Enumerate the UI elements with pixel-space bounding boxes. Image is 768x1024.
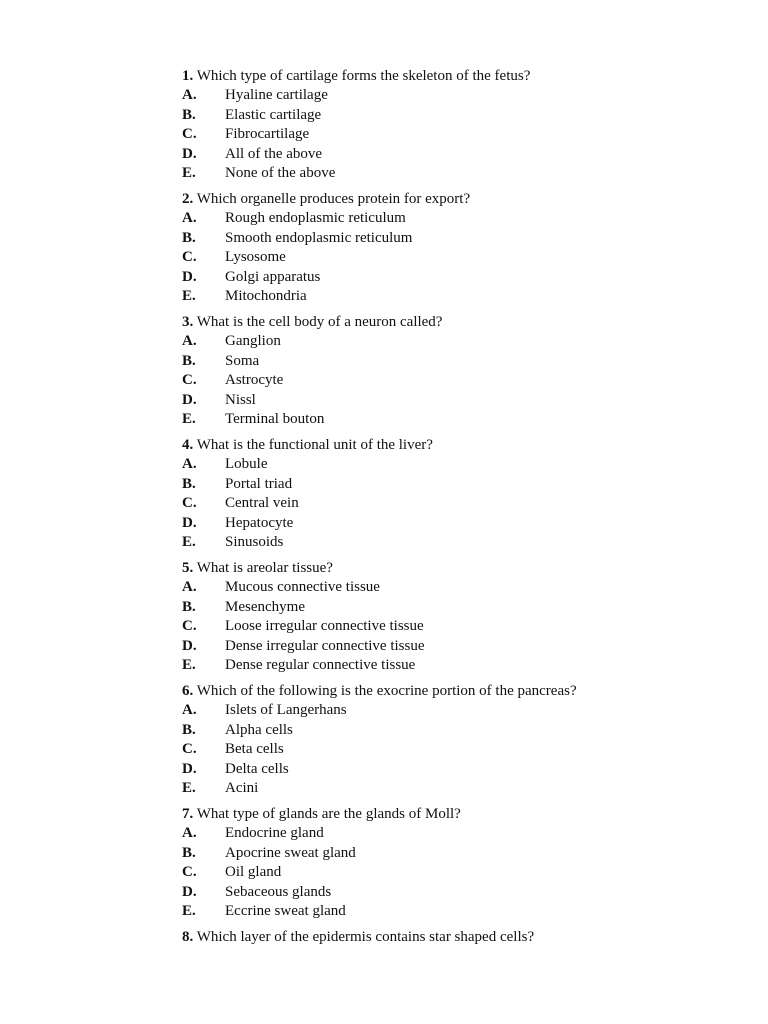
option-letter: B. <box>182 844 196 861</box>
answer-option <box>182 352 742 372</box>
option-letter: D. <box>182 514 197 531</box>
option-text: Central vein <box>225 495 299 511</box>
option-letter: B. <box>182 229 196 246</box>
option-text: Alpha cells <box>225 721 293 738</box>
answer-option <box>182 844 742 864</box>
question-number: 1. <box>182 68 194 84</box>
answer-option <box>182 598 742 618</box>
option-letter: E. <box>182 657 196 673</box>
option-letter: A. <box>182 456 197 472</box>
question-text: Which organelle produces protein for export? <box>196 191 471 207</box>
answer-option <box>182 106 742 126</box>
question-number: 4. <box>182 437 194 453</box>
question-line <box>182 189 742 209</box>
option-letter: C. <box>182 126 197 142</box>
option-text: Rough endoplasmic reticulum <box>225 210 406 226</box>
option-letter: C. <box>182 741 197 757</box>
option-text: Apocrine sweat gland <box>225 844 356 861</box>
question-7 <box>182 804 742 922</box>
option-text: Portal triad <box>225 475 293 492</box>
option-text: Astrocyte <box>225 372 284 388</box>
option-text: Nissl <box>225 391 256 408</box>
question-2 <box>182 189 742 307</box>
answer-option <box>182 391 742 411</box>
quiz-page <box>182 66 742 953</box>
question-number: 3. <box>182 314 194 330</box>
answer-option <box>182 740 742 760</box>
answer-option <box>182 533 742 553</box>
answer-option <box>182 410 742 430</box>
question-line <box>182 927 742 947</box>
option-text: Endocrine gland <box>225 825 324 841</box>
option-text: Fibrocartilage <box>225 126 310 142</box>
question-text: What is the cell body of a neuron called? <box>196 314 443 330</box>
option-text: Lobule <box>225 456 268 472</box>
answer-option <box>182 656 742 676</box>
option-text: Delta cells <box>225 760 289 777</box>
option-text: Sinusoids <box>225 534 284 550</box>
answer-option <box>182 86 742 106</box>
question-4 <box>182 435 742 553</box>
option-letter: A. <box>182 87 197 103</box>
question-text: Which layer of the epidermis contains star shaped cells? <box>196 929 535 945</box>
question-text: What type of glands are the glands of Moll? <box>196 806 461 822</box>
question-6 <box>182 681 742 799</box>
answer-option <box>182 494 742 514</box>
option-text: Acini <box>225 780 259 796</box>
option-letter: D. <box>182 391 197 408</box>
answer-option <box>182 721 742 741</box>
option-text: Smooth endoplasmic reticulum <box>225 229 413 246</box>
option-letter: E. <box>182 165 196 181</box>
answer-option <box>182 209 742 229</box>
option-letter: A. <box>182 210 197 226</box>
option-letter: A. <box>182 702 197 718</box>
option-text: Dense regular connective tissue <box>225 657 416 673</box>
question-text: What is areolar tissue? <box>196 560 333 576</box>
option-letter: E. <box>182 903 196 919</box>
answer-option <box>182 779 742 799</box>
option-letter: B. <box>182 721 196 738</box>
option-text: Beta cells <box>225 741 284 757</box>
option-letter: D. <box>182 760 197 777</box>
option-text: Golgi apparatus <box>225 268 321 285</box>
option-text: Dense irregular connective tissue <box>225 637 425 654</box>
option-text: Sebaceous glands <box>225 883 332 900</box>
answer-option <box>182 824 742 844</box>
answer-option <box>182 863 742 883</box>
question-number: 5. <box>182 560 194 576</box>
option-letter: D. <box>182 268 197 285</box>
question-line <box>182 804 742 824</box>
option-text: Lysosome <box>225 249 286 265</box>
option-letter: B. <box>182 475 196 492</box>
question-line <box>182 312 742 332</box>
option-letter: B. <box>182 106 196 123</box>
question-3 <box>182 312 742 430</box>
option-text: Mucous connective tissue <box>225 579 380 595</box>
question-8 <box>182 927 742 947</box>
option-letter: E. <box>182 534 196 550</box>
option-text: Loose irregular connective tissue <box>225 618 424 634</box>
question-text: Which type of cartilage forms the skeleton of the fetus? <box>196 68 531 84</box>
answer-option <box>182 145 742 165</box>
option-letter: D. <box>182 637 197 654</box>
answer-option <box>182 701 742 721</box>
option-letter: A. <box>182 825 197 841</box>
option-letter: A. <box>182 579 197 595</box>
question-text: What is the functional unit of the liver? <box>196 437 433 453</box>
option-letter: D. <box>182 145 197 162</box>
answer-option <box>182 268 742 288</box>
answer-option <box>182 164 742 184</box>
answer-option <box>182 760 742 780</box>
option-letter: B. <box>182 352 196 369</box>
option-letter: E. <box>182 411 196 427</box>
option-letter: C. <box>182 372 197 388</box>
option-letter: C. <box>182 249 197 265</box>
answer-option <box>182 902 742 922</box>
option-text: Elastic cartilage <box>225 106 322 123</box>
option-letter: C. <box>182 495 197 511</box>
option-text: Soma <box>225 352 260 369</box>
answer-option <box>182 475 742 495</box>
answer-option <box>182 883 742 903</box>
option-text: None of the above <box>225 165 336 181</box>
answer-option <box>182 514 742 534</box>
answer-option <box>182 371 742 391</box>
option-letter: B. <box>182 598 196 615</box>
option-letter: A. <box>182 333 197 349</box>
option-text: Oil gland <box>225 864 282 880</box>
question-number: 7. <box>182 806 194 822</box>
question-number: 8. <box>182 929 194 945</box>
answer-option <box>182 578 742 598</box>
answer-option <box>182 637 742 657</box>
question-number: 6. <box>182 683 194 699</box>
option-text: Islets of Langerhans <box>225 702 347 718</box>
question-line <box>182 681 742 701</box>
option-text: Ganglion <box>225 333 281 349</box>
question-text: Which of the following is the exocrine portion of the pancreas? <box>196 683 577 699</box>
question-1 <box>182 66 742 184</box>
question-line <box>182 66 742 86</box>
option-text: Mesenchyme <box>225 598 305 615</box>
option-text: All of the above <box>225 145 323 162</box>
option-text: Terminal bouton <box>225 411 325 427</box>
option-letter: C. <box>182 618 197 634</box>
option-text: Mitochondria <box>225 288 307 304</box>
question-line <box>182 435 742 455</box>
answer-option <box>182 287 742 307</box>
answer-option <box>182 229 742 249</box>
question-line <box>182 558 742 578</box>
answer-option <box>182 332 742 352</box>
option-letter: E. <box>182 288 196 304</box>
question-5 <box>182 558 742 676</box>
answer-option <box>182 455 742 475</box>
answer-option <box>182 248 742 268</box>
answer-option <box>182 125 742 145</box>
question-number: 2. <box>182 191 194 207</box>
option-letter: D. <box>182 883 197 900</box>
option-text: Hyaline cartilage <box>225 87 328 103</box>
option-letter: C. <box>182 864 197 880</box>
option-letter: E. <box>182 780 196 796</box>
option-text: Eccrine sweat gland <box>225 903 346 919</box>
option-text: Hepatocyte <box>225 514 294 531</box>
answer-option <box>182 617 742 637</box>
